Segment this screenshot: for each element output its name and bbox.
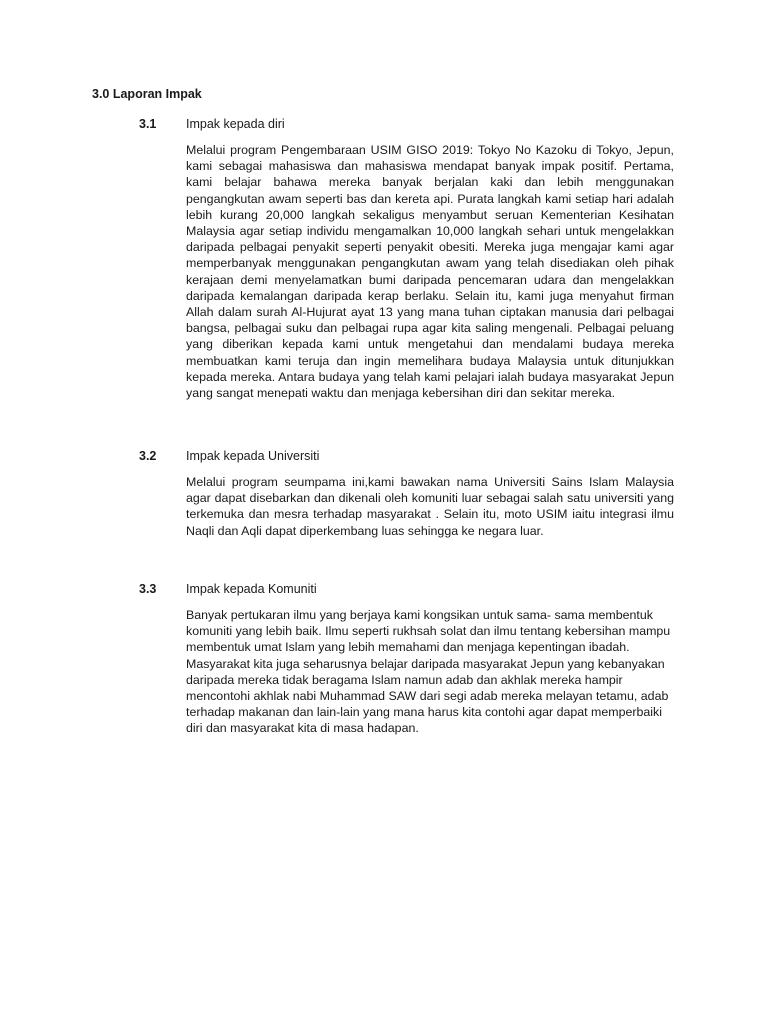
section-number: 3.3	[139, 582, 157, 596]
section-paragraph: Melalui program Pengembaraan USIM GISO 2019: Tokyo No Kazoku di Tokyo, Jepun, kami sebagai mahasiswa dan mahasiswa mendapat banyak impak positif. Pertama, kami belajar bahawa mereka banyak berjalan kaki dan lebih menggunakan pengangkutan awam seperti bas dan kereta api. Purata langkah kami setiap hari adalah lebih kurang 20,000 langkah sekaligus menyambut seruan Kementerian Kesihatan Malaysia agar setiap individu mengamalkan 10,000 langkah sehari untuk mengelakkan daripada pelbagai penyakit seperti penyakit obesiti. Mereka juga mengajar kami agar memperbanyak menggunakan pengangkutan awam yang telah disediakan oleh pihak kerajaan demi menyelamatkan bumi daripada pencemaran udara dan mengelakkan daripada kemalangan daripada kerap berlaku. Selain itu, kami juga menyahut firman Allah dalam surah Al-Hujurat ayat 13 yang mana tuhan ciptakan manusia dari pelbagai bangsa, pelbagai suku dan pelbagai rupa agar kita saling mengenali. Pelbagai peluang yang diberikan kepada kami untuk mengetahui dan mendalami budaya mereka membuatkan kami teruja dan ingin memelihara budaya Malaysia untuk ditunjukkan kepada mereka. Antara budaya yang telah kami pelajari ialah budaya masyarakat Jepun yang sangat menepati waktu dan menjaga kebersihan diri dan sekitar mereka.	[186, 143, 674, 401]
section-title: Impak kepada Universiti	[186, 449, 320, 463]
section-title: Impak kepada diri	[186, 117, 285, 131]
section-paragraph: Banyak pertukaran ilmu yang berjaya kami kongsikan untuk sama- sama membentuk komuniti yang lebih baik. Ilmu seperti rukhsah solat dan ilmu tentang kebersihan mampu membentuk umat Islam yang lebih memahami dan menjaga kepentingan ibadah. Masyarakat kita juga seharusnya belajar daripada masyarakat Jepun yang kebanyakan daripada mereka tidak beragama Islam namun adab dan akhlak mereka hampir mencontohi akhlak nabi Muhammad SAW dari segi adab mereka melayan tetamu, adab terhadap makanan dan lain-lain yang mana harus kita contohi agar dapat memperbaiki diri dan masyarakat kita di masa hadapan.	[186, 608, 671, 736]
section-paragraph: Melalui program seumpama ini,kami bawakan nama Universiti Sains Islam Malaysia agar dapat disebarkan dan dikenali oleh komuniti luar sebagai salah satu universiti yang terkemuka dan mesra terhadap masyarakat . Selain itu, moto USIM iaitu integrasi ilmu Naqli dan Aqli dapat diperkembang luas sehingga ke negara luar.	[186, 475, 674, 538]
section-number: 3.1	[139, 117, 157, 131]
section-title: Impak kepada Komuniti	[186, 582, 317, 596]
section-number: 3.2	[139, 449, 157, 463]
report-heading: 3.0 Laporan Impak	[92, 87, 202, 101]
